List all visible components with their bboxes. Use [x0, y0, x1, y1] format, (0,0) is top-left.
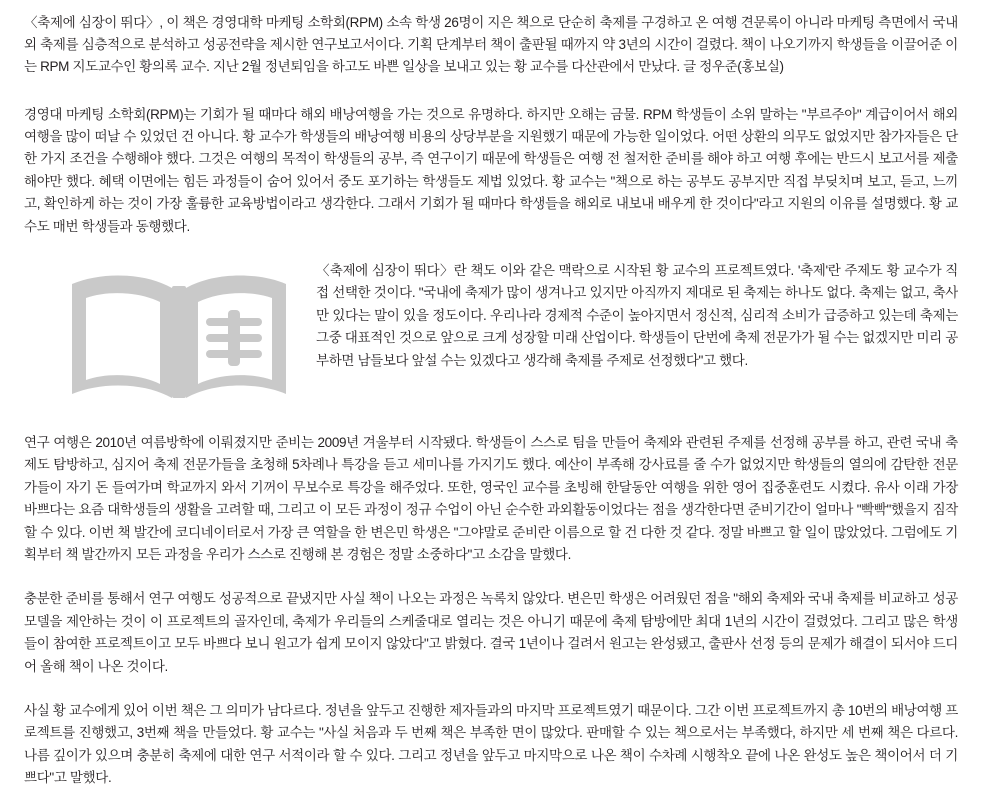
article-paragraph-2: 연구 여행은 2010년 여름방학에 이뤄졌지만 준비는 2009년 겨울부터 시작됐다. 학생들이 스스로 팀을 만들어 축제와 관련된 주제를 선정해 공부를 하고, 관련 국내 축제도 탐방하고, 심지어 축제 전문가들을 초청해 5차례나 특강을 듣고 세미나를 가지기도 했다. 예산이 부족해 강사료를 줄 수가 없었지만 학생들의 열의에 감탄한 전문가들이 자기 돈 들여가며 학교까지 와서 기꺼이 무보수로 특강을 해주었다. 또한, 영국인 교수를 초빙해 한달동안 여행을 위한 영어 집중훈련도 시켰다. 유사 이래 가장 바쁘다는 요즘 대학생들의 생활을 고려할 때, 그리고 이 모든 과정이 정규 수업이 아닌 순수한 과외활동이었다는 점을 생각한다면 준비기간이 얼마나 "빡빡"했을지 짐작할 수 있다. 이번 책 발간에 코디네이터로서 가장 큰 역할을 한 변은민 학생은 "그야말로 준비란 이름으로 할 건 다한 것 같다. 정말 바쁘고 할 일이 많았었다. 그럼에도 기획부터 책 발간까지 모든 과정을 우리가 스스로 진행해 본 경험은 정말 소중하다"고 소감을 말했다.	[24, 435, 958, 563]
article-lead-paragraph: 〈축제에 심장이 뛰다〉, 이 책은 경영대학 마케팅 소학회(RPM) 소속 학생 26명이 지은 책으로 단순히 축제를 구경하고 온 여행 견문록이 아니라 마케팅 측면에서 국내외 축제를 심층적으로 분석하고 성공전략을 제시한 연구보고서이다. 기획 단계부터 책이 출판될 때까지 약 3년의 시간이 걸렸다. 책이 나오기까지 학생들을 이끌어준 이는 RPM 지도교수인 황의록 교수. 지난 2월 정년퇴임을 하고도 바쁜 일상을 보내고 있는 황 교수를 다산관에서 만났다. 글 정우준(홍보실)	[24, 15, 958, 74]
article-paragraph-1: 경영대 마케팅 소학회(RPM)는 기회가 될 때마다 해외 배낭여행을 가는 것으로 유명하다. 하지만 오해는 금물. RPM 학생들이 소위 말하는 "부르주아" 계급이어서 해외여행을 많이 떠날 수 있었던 건 아니다. 황 교수가 학생들의 배낭여행 비용의 상당부분을 지원했기 때문에 가능한 일이었다. 어떤 상환의 의무도 없었지만 참가자들은 단 한 가지 조건을 수행해야 했다. 그것은 여행의 목적이 학생들의 공부, 즉 연구이기 때문에 학생들은 여행 전 철저한 준비를 해야 하고 여행 후에는 반드시 보고서를 제출해야만 했다. 혜택 이면에는 힘든 과정들이 숨어 있어서 중도 포기하는 학생들도 제법 있었다. 황 교수는 "책으로 하는 공부도 공부지만 직접 부딪치며 보고, 듣고, 느끼고, 확인하게 하는 것이 가장 훌륭한 교육방법이라고 생각한다. 그래서 기회가 될 때마다 학생들을 해외로 내보내 배우게 한 것이다"라고 지원의 이유를 설명했다. 황 교수도 매번 학생들과 동행했다.	[24, 106, 958, 234]
article-paragraph-3: 충분한 준비를 통해서 연구 여행도 성공적으로 끝냈지만 사실 책이 나오는 과정은 녹록치 않았다. 변은민 학생은 어려웠던 점을 "해외 축제와 국내 축제를 비교하고 성공모델을 제안하는 것이 이 프로젝트의 골자인데, 축제가 우리들의 스케줄대로 열리는 것은 아니기 때문에 축제 탐방에만 최대 1년의 시간이 걸렸었다. 그리고 많은 학생들이 참여한 프로젝트이고 모두 바쁘다 보니 원고가 쉽게 모이지 않았다"고 밝혔다. 결국 1년이나 걸려서 원고는 완성됐고, 출판사 선정 등의 문제가 해결이 되서야 드디어 올해 책이 나온 것이다.	[24, 591, 958, 674]
article-paragraph-4: 사실 황 교수에게 있어 이번 책은 그 의미가 남다르다. 정년을 앞두고 진행한 제자들과의 마지막 프로젝트였기 때문이다. 그간 이번 프로젝트까지 총 10번의 배낭여행 프로젝트를 진행했고, 3번째 책을 만들었다. 황 교수는 "사실 처음과 두 번째 책은 부족한 면이 많았다. 판매할 수 있는 책으로서는 부족했다, 하지만 세 번째 책은 다르다. 나름 깊이가 있으며 충분히 축제에 대한 연구 서적이라 할 수 있다. 그리고 정년을 앞두고 마지막으로 나온 책이 수차례 시행착오 끝에 나온 완성도 높은 책이어서 더 기쁘다"고 말했다.	[24, 703, 958, 786]
figure-with-text-block	[24, 260, 958, 410]
article-figure-paragraph: 〈축제에 심장이 뛰다〉란 책도 이와 같은 맥락으로 시작된 황 교수의 프로젝트였다. '축제'란 주제도 황 교수가 직접 선택한 것이다. "국내에 축제가 많이 생겨나고 있지만 아직까지 제대로 된 축제는 하나도 없다. 축제는 없고, 축사만 있다는 말이 있을 정도이다. 우리나라 경제적 수준이 높아지면서 정신적, 심리적 소비가 급증하고 있는데 축제는 그중 대표적인 것으로 앞으로 크게 성장할 미래 산업이다. 학생들이 단번에 축제 전문가가 될 수는 없겠지만 미리 공부하면 남들보다 앞설 수는 있겠다고 생각해 축제를 주제로 선정했다"고 했다.	[316, 263, 958, 368]
open-book-icon	[64, 266, 294, 406]
